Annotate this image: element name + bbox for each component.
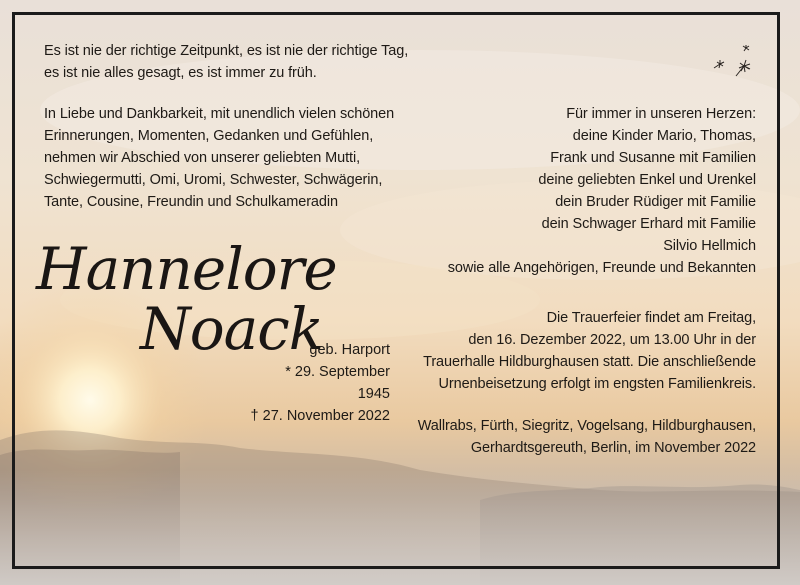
farewell-line: Schwiegermutti, Omi, Uromi, Schwester, Schwägerin, [44,172,383,188]
mourner-line: Silvio Hellmich [663,238,756,254]
farewell-line: Erinnerungen, Momenten, Gedanken und Gefühlen, [44,128,374,144]
mourner-line: dein Schwager Erhard mit Familie [541,216,756,232]
birth-name: geb. Harport [309,342,390,358]
places-and-date [418,415,756,459]
intro-line: es ist nie alles gesagt, es ist immer zu früh. [44,65,317,81]
life-dates [250,339,390,427]
ceremony-notice [423,307,756,395]
places-line: Wallrabs, Fürth, Siegritz, Vogelsang, Hildburghausen, [417,418,756,434]
death-date: † 27. November 2022 [250,408,390,424]
ceremony-line: Trauerhalle Hildburghausen statt. Die anschließende [423,354,756,370]
ceremony-line: Urnenbeisetzung erfolgt im engsten Familienkreis. [438,376,756,392]
ceremony-line: Die Trauerfeier findet am Freitag, [546,310,756,326]
mourners-list [448,103,756,279]
mourner-line: deine Kinder Mario, Thomas, [572,128,756,144]
farewell-line: In Liebe und Dankbarkeit, mit unendlich vielen schönen [44,106,395,122]
birth-date: * 29. September 1945 [285,364,390,402]
mourner-line: dein Bruder Rüdiger mit Familie [555,194,756,210]
farewell-text [44,103,394,213]
mourner-line: sowie alle Angehörigen, Freunde und Bekannten [447,260,756,276]
last-name: Noack [140,295,323,363]
intro-line: Es ist nie der richtige Zeitpunkt, es ist nie der richtige Tag, [44,43,409,59]
intro-quote [44,40,408,84]
places-line: Gerhardtsgereuth, Berlin, im November 2022 [470,440,756,456]
mourner-line: Für immer in unseren Herzen: [566,106,756,122]
farewell-line: Tante, Cousine, Freundin und Schulkameradin [44,194,338,210]
mourner-line: deine geliebten Enkel und Urenkel [538,172,756,188]
mourner-line: Frank und Susanne mit Familien [550,150,756,166]
first-name: Hannelore [36,235,337,303]
ceremony-line: den 16. Dezember 2022, um 13.00 Uhr in der [468,332,756,348]
dandelion-seeds-icon [706,40,760,82]
farewell-line: nehmen wir Abschied von unserer geliebten Mutti, [44,150,360,166]
